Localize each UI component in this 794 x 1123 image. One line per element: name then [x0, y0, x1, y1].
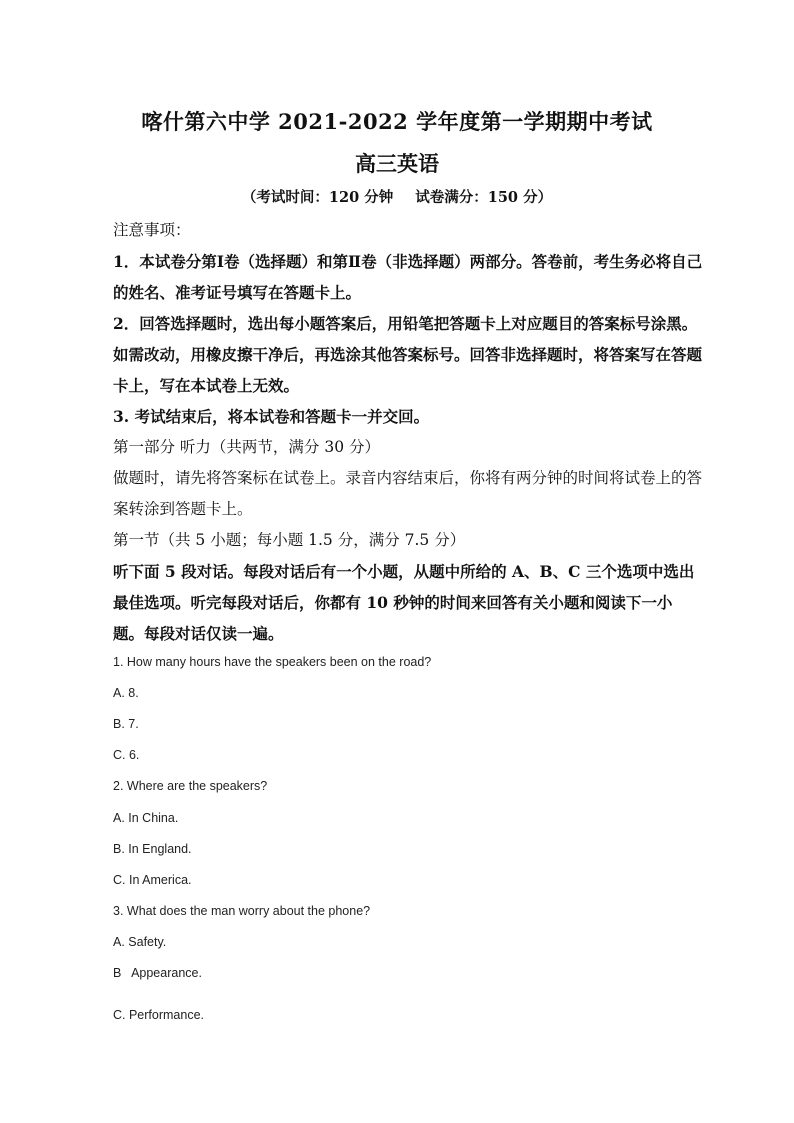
- question-1-option-b: B. 7.: [113, 717, 139, 731]
- question-3-option-b: B Appearance.: [113, 966, 202, 980]
- instructions-block: [113, 215, 703, 649]
- note-item-1: 1．本试卷分第Ⅰ卷（选择题）和第Ⅱ卷（非选择题）两部分。答卷前，考生务必将自己的姓名、准考证号填写在答题卡上。: [113, 252, 703, 302]
- exam-subject: 高三英语: [355, 151, 439, 176]
- note-item-3: 3. 考试结束后，将本试卷和答题卡一并交回。: [113, 407, 430, 426]
- question-2-option-b: B. In England.: [113, 842, 192, 856]
- question-1-option-a: A. 8.: [113, 686, 139, 700]
- notes-heading: 注意事项：: [113, 221, 191, 239]
- question-1-option-c: C. 6.: [113, 748, 140, 762]
- exam-title: 喀什第六中学 2021-2022 学年度第一学期期中考试: [141, 109, 653, 134]
- question-1-stem: 1. How many hours have the speakers been on the road?: [113, 655, 432, 669]
- section1-instruction: 听下面 5 段对话。每段对话后有一个小题，从题中所给的 A、B、C 三个选项中选出最佳选项。听完每段对话后，你都有 10 秒钟的时间来回答有关小题和阅读下一小题。每段对话仅读一遍。: [113, 562, 695, 643]
- exam-score: 试卷满分：150 分）: [415, 189, 553, 206]
- part1-heading: 第一部分 听力（共两节，满分 30 分）: [113, 438, 381, 456]
- part1-instruction: 做题时，请先将答案标在试卷上。录音内容结束后，你将有两分钟的时间将试卷上的答案转涂到答题卡上。: [113, 469, 703, 518]
- question-3-stem: 3. What does the man worry about the phone?: [113, 904, 371, 918]
- section1-heading: 第一节（共 5 小题；每小题 1.5 分，满分 7.5 分）: [113, 531, 466, 549]
- question-2-option-a: A. In China.: [113, 811, 179, 825]
- exam-info: [0, 186, 794, 207]
- exam-time: （考试时间：120 分钟: [241, 189, 394, 206]
- question-3-option-a: A. Safety.: [113, 935, 167, 949]
- question-2-stem: 2. Where are the speakers?: [113, 779, 268, 793]
- question-3-option-c: C. Performance.: [113, 1008, 205, 1022]
- note-item-2: 2．回答选择题时，选出每小题答案后，用铅笔把答题卡上对应题目的答案标号涂黑。如需改动，用橡皮擦干净后，再选涂其他答案标号。回答非选择题时，将答案写在答题卡上，写在本试卷上无效。: [113, 314, 703, 395]
- question-2-option-c: C. In America.: [113, 873, 192, 887]
